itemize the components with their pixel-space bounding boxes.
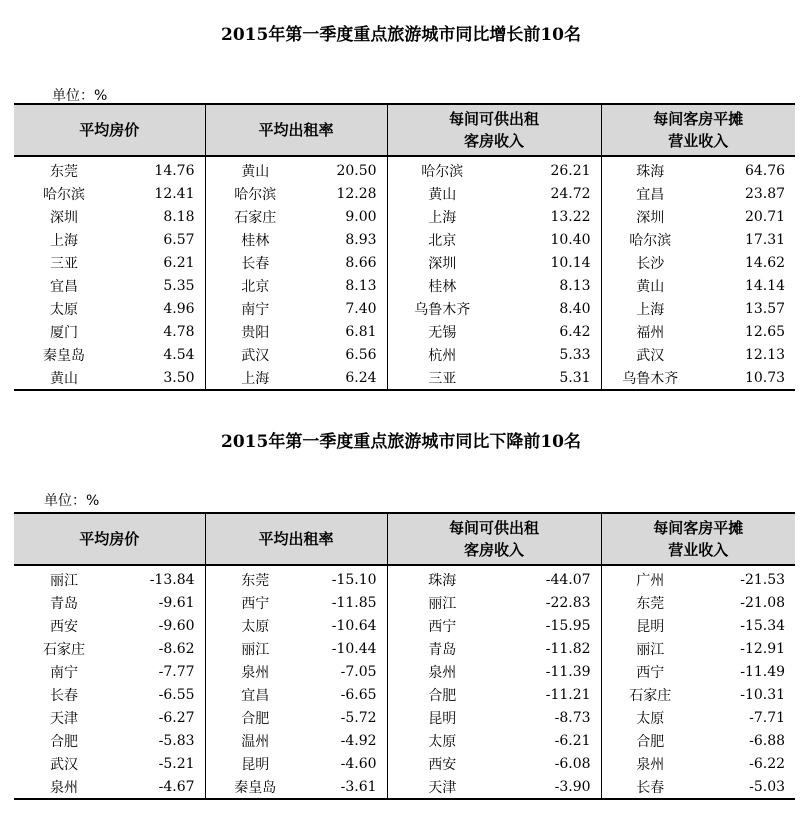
value-cell: -9.60	[158, 617, 195, 634]
value-cell: -6.27	[158, 709, 195, 726]
city-cell: 南宁	[205, 297, 305, 320]
city-cell: 秦皇岛	[205, 775, 305, 799]
city-cell: 温州	[205, 729, 305, 752]
value-cell: 6.24	[305, 366, 387, 390]
value-cell: -7.05	[340, 663, 377, 680]
city-cell: 上海	[387, 205, 497, 228]
city-cell: 太原	[205, 614, 305, 637]
value-cell: 13.22	[550, 208, 591, 225]
city-cell: 长春	[601, 775, 699, 799]
value-cell: -6.88	[749, 732, 786, 749]
value-cell: 12.65	[744, 323, 786, 340]
city-cell: 西宁	[205, 591, 305, 614]
city-cell: 哈尔滨	[601, 228, 699, 251]
city-cell: 长沙	[601, 251, 699, 274]
city-cell: 泉州	[601, 752, 699, 775]
value-cell: -9.61	[158, 594, 195, 611]
city-cell: 桂林	[205, 228, 305, 251]
city-cell: 哈尔滨	[205, 182, 305, 205]
value-cell: 20.71	[744, 208, 786, 225]
city-cell: 北京	[387, 228, 497, 251]
value-cell: -4.67	[114, 775, 205, 799]
bottom-table-title: 2015年第一季度重点旅游城市同比下降前10名	[221, 432, 581, 452]
value-cell: 6.42	[559, 323, 591, 340]
city-cell: 珠海	[601, 156, 699, 182]
value-cell: 4.78	[163, 323, 195, 340]
city-cell: 青岛	[50, 595, 78, 612]
value-cell: -11.85	[331, 594, 377, 611]
value-cell: 8.66	[345, 254, 377, 271]
top-ranking-table	[14, 103, 795, 391]
column-header: 平均房价	[14, 104, 205, 156]
value-cell: -15.10	[331, 571, 377, 588]
value-cell: -4.92	[340, 732, 377, 749]
city-cell: 乌鲁木齐	[601, 366, 699, 390]
value-cell: -6.55	[158, 686, 195, 703]
table-row	[14, 251, 795, 274]
column-header: 每间可供出租 客房收入	[387, 513, 601, 565]
value-cell: 6.81	[345, 323, 377, 340]
table-row	[14, 591, 795, 614]
header-row	[14, 104, 795, 156]
value-cell: 7.40	[345, 300, 377, 317]
value-cell: 14.76	[154, 162, 195, 179]
city-cell: 昆明	[601, 614, 699, 637]
city-cell: 东莞	[601, 591, 699, 614]
value-cell: 10.73	[699, 366, 795, 390]
city-cell: 合肥	[601, 729, 699, 752]
city-cell: 贵阳	[205, 320, 305, 343]
value-cell: 8.93	[345, 231, 377, 248]
value-cell: -11.39	[545, 663, 591, 680]
city-cell: 黄山	[601, 274, 699, 297]
value-cell: 8.13	[559, 277, 591, 294]
value-cell: 12.28	[336, 185, 377, 202]
value-cell: -7.77	[158, 663, 195, 680]
city-cell: 哈尔滨	[387, 156, 497, 182]
value-cell: 8.40	[559, 300, 591, 317]
column-header: 平均出租率	[205, 513, 387, 565]
value-cell: 4.96	[163, 300, 195, 317]
value-cell: -13.84	[149, 571, 195, 588]
city-cell: 西宁	[601, 660, 699, 683]
value-cell: 6.21	[163, 254, 195, 271]
table-row	[14, 614, 795, 637]
table-row	[14, 156, 795, 182]
bottom-unit-label: 单位：%	[44, 493, 100, 509]
city-cell: 泉州	[205, 660, 305, 683]
table-row	[14, 320, 795, 343]
city-cell: 上海	[50, 232, 78, 249]
city-cell: 太原	[50, 301, 78, 318]
city-cell: 上海	[601, 297, 699, 320]
city-cell: 长春	[50, 687, 78, 704]
column-header: 平均出租率	[205, 104, 387, 156]
value-cell: -7.71	[749, 709, 786, 726]
city-cell: 昆明	[205, 752, 305, 775]
city-cell: 深圳	[50, 209, 78, 226]
city-cell: 秦皇岛	[43, 347, 85, 364]
value-cell: 4.54	[163, 346, 195, 363]
city-cell: 丽江	[601, 637, 699, 660]
value-cell: -5.21	[158, 755, 195, 772]
value-cell: 6.56	[345, 346, 377, 363]
city-cell: 福州	[601, 320, 699, 343]
value-cell: -21.08	[740, 594, 786, 611]
city-cell: 厦门	[50, 324, 78, 341]
top-table-title: 2015年第一季度重点旅游城市同比增长前10名	[221, 25, 581, 45]
city-cell: 无锡	[387, 320, 497, 343]
value-cell: 64.76	[744, 162, 786, 179]
city-cell: 黄山	[14, 366, 114, 390]
value-cell: -12.91	[740, 640, 786, 657]
value-cell: 5.35	[163, 277, 195, 294]
value-cell: -21.53	[740, 571, 786, 588]
value-cell: -10.44	[331, 640, 377, 657]
value-cell: -8.62	[158, 640, 195, 657]
value-cell: -6.21	[554, 732, 591, 749]
value-cell: 12.41	[154, 185, 195, 202]
city-cell: 宜昌	[205, 683, 305, 706]
value-cell: -3.61	[305, 775, 387, 799]
city-cell: 哈尔滨	[43, 186, 85, 203]
city-cell: 珠海	[387, 565, 497, 591]
column-header: 每间可供出租 客房收入	[387, 104, 601, 156]
city-cell: 东莞	[205, 565, 305, 591]
city-cell: 东莞	[50, 163, 78, 180]
city-cell: 武汉	[50, 756, 78, 773]
city-cell: 北京	[205, 274, 305, 297]
city-cell: 太原	[387, 729, 497, 752]
value-cell: 12.13	[744, 346, 786, 363]
city-cell: 合肥	[387, 683, 497, 706]
value-cell: -11.21	[545, 686, 591, 703]
value-cell: 17.31	[744, 231, 786, 248]
city-cell: 广州	[601, 565, 699, 591]
city-cell: 青岛	[387, 637, 497, 660]
city-cell: 昆明	[387, 706, 497, 729]
city-cell: 宜昌	[50, 278, 78, 295]
value-cell: -5.72	[340, 709, 377, 726]
value-cell: -10.31	[740, 686, 786, 703]
value-cell: 9.00	[345, 208, 377, 225]
value-cell: -44.07	[545, 571, 591, 588]
value-cell: -6.08	[554, 755, 591, 772]
table-row	[14, 752, 795, 775]
value-cell: -11.82	[545, 640, 591, 657]
value-cell: 10.40	[550, 231, 591, 248]
value-cell: -5.03	[699, 775, 795, 799]
city-cell: 杭州	[387, 343, 497, 366]
table-row	[14, 228, 795, 251]
city-cell: 三亚	[387, 366, 497, 390]
city-cell: 深圳	[601, 205, 699, 228]
city-cell: 丽江	[205, 637, 305, 660]
table-row	[14, 366, 795, 390]
city-cell: 合肥	[205, 706, 305, 729]
value-cell: 14.14	[744, 277, 786, 294]
value-cell: 8.18	[163, 208, 195, 225]
value-cell: -22.83	[545, 594, 591, 611]
city-cell: 天津	[50, 710, 78, 727]
table-row	[14, 297, 795, 320]
column-header: 平均房价	[14, 513, 205, 565]
value-cell: 5.31	[497, 366, 601, 390]
header-row	[14, 513, 795, 565]
city-cell: 南宁	[50, 664, 78, 681]
city-cell: 武汉	[601, 343, 699, 366]
top-unit-label: 单位：%	[52, 88, 108, 104]
column-header: 每间客房平摊 营业收入	[601, 104, 795, 156]
bottom-ranking-table	[14, 512, 795, 800]
value-cell: -5.83	[158, 732, 195, 749]
table-row	[14, 683, 795, 706]
table-row	[14, 706, 795, 729]
value-cell: -8.73	[554, 709, 591, 726]
city-cell: 丽江	[387, 591, 497, 614]
city-cell: 太原	[601, 706, 699, 729]
value-cell: 10.14	[550, 254, 591, 271]
value-cell: 20.50	[336, 162, 377, 179]
city-cell: 丽江	[50, 572, 78, 589]
table-row	[14, 182, 795, 205]
city-cell: 石家庄	[601, 683, 699, 706]
table-row	[14, 205, 795, 228]
city-cell: 石家庄	[205, 205, 305, 228]
table-row	[14, 565, 795, 591]
city-cell: 黄山	[387, 182, 497, 205]
city-cell: 乌鲁木齐	[387, 297, 497, 320]
value-cell: 24.72	[550, 185, 591, 202]
city-cell: 武汉	[205, 343, 305, 366]
value-cell: 6.57	[163, 231, 195, 248]
value-cell: -15.95	[545, 617, 591, 634]
value-cell: 23.87	[744, 185, 786, 202]
table-row	[14, 729, 795, 752]
city-cell: 上海	[205, 366, 305, 390]
city-cell: 西宁	[387, 614, 497, 637]
value-cell: -15.34	[740, 617, 786, 634]
value-cell: 8.13	[345, 277, 377, 294]
table-row	[14, 343, 795, 366]
table-row	[14, 775, 795, 799]
city-cell: 石家庄	[43, 641, 85, 658]
value-cell: -10.64	[331, 617, 377, 634]
column-header: 每间客房平摊 营业收入	[601, 513, 795, 565]
city-cell: 深圳	[387, 251, 497, 274]
city-cell: 长春	[205, 251, 305, 274]
city-cell: 西安	[387, 752, 497, 775]
city-cell: 西安	[50, 618, 78, 635]
value-cell: 3.50	[114, 366, 205, 390]
value-cell: -11.49	[740, 663, 786, 680]
table-row	[14, 274, 795, 297]
value-cell: 5.33	[559, 346, 591, 363]
city-cell: 泉州	[387, 660, 497, 683]
table-row	[14, 660, 795, 683]
value-cell: -4.60	[340, 755, 377, 772]
value-cell: -3.90	[497, 775, 601, 799]
city-cell: 黄山	[205, 156, 305, 182]
value-cell: -6.65	[340, 686, 377, 703]
value-cell: -6.22	[749, 755, 786, 772]
city-cell: 桂林	[387, 274, 497, 297]
value-cell: 26.21	[550, 162, 591, 179]
city-cell: 三亚	[50, 255, 78, 272]
city-cell: 合肥	[50, 733, 78, 750]
city-cell: 泉州	[14, 775, 114, 799]
value-cell: 14.62	[744, 254, 786, 271]
value-cell: 13.57	[744, 300, 786, 317]
city-cell: 天津	[387, 775, 497, 799]
city-cell: 宜昌	[601, 182, 699, 205]
table-row	[14, 637, 795, 660]
